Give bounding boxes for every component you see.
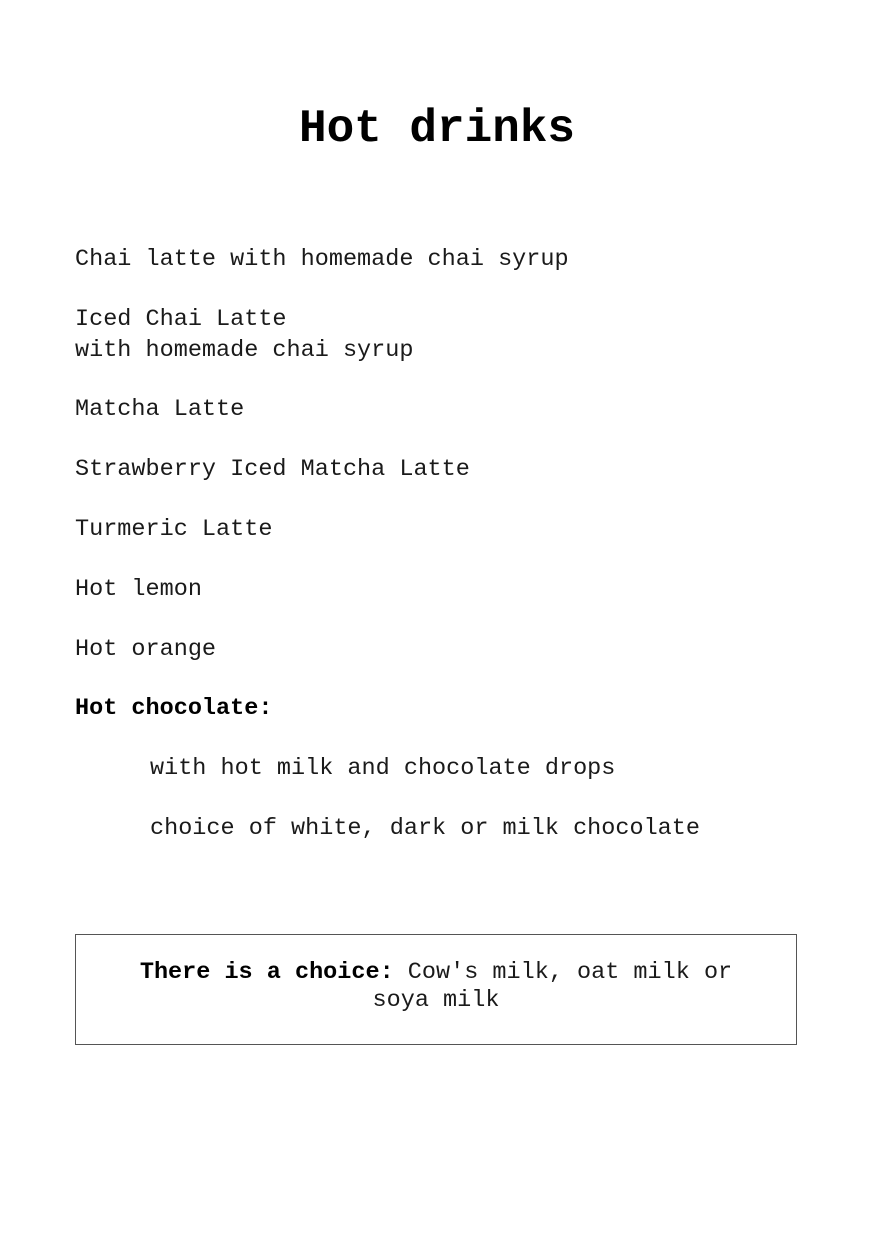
hot-chocolate-detail: choice of white, dark or milk chocolate [150,815,700,842]
milk-choice-note [75,934,797,1045]
hot-chocolate-detail: with hot milk and chocolate drops [150,755,616,782]
menu-item-hot-orange: Hot orange [75,636,217,663]
menu-item-strawberry-iced-matcha-latte: Strawberry Iced Matcha Latte [75,456,470,483]
menu-item-turmeric-latte: Turmeric Latte [75,516,273,543]
menu-item-chai-latte: Chai latte with homemade chai syrup [75,246,569,273]
milk-choice-text [106,959,766,1015]
hot-chocolate-heading: Hot chocolate: [75,695,273,722]
menu-item-iced-chai-latte-detail: with homemade chai syrup [75,337,414,364]
milk-choice-options: Cow's milk, oat milk or soya milk [372,959,733,1014]
menu-item-iced-chai-latte: Iced Chai Latte [75,306,287,333]
milk-choice-label: There is a choice: [139,959,394,986]
menu-item-hot-lemon: Hot lemon [75,576,202,603]
menu-item-matcha-latte: Matcha Latte [75,396,245,423]
page-title: Hot drinks [298,103,576,155]
